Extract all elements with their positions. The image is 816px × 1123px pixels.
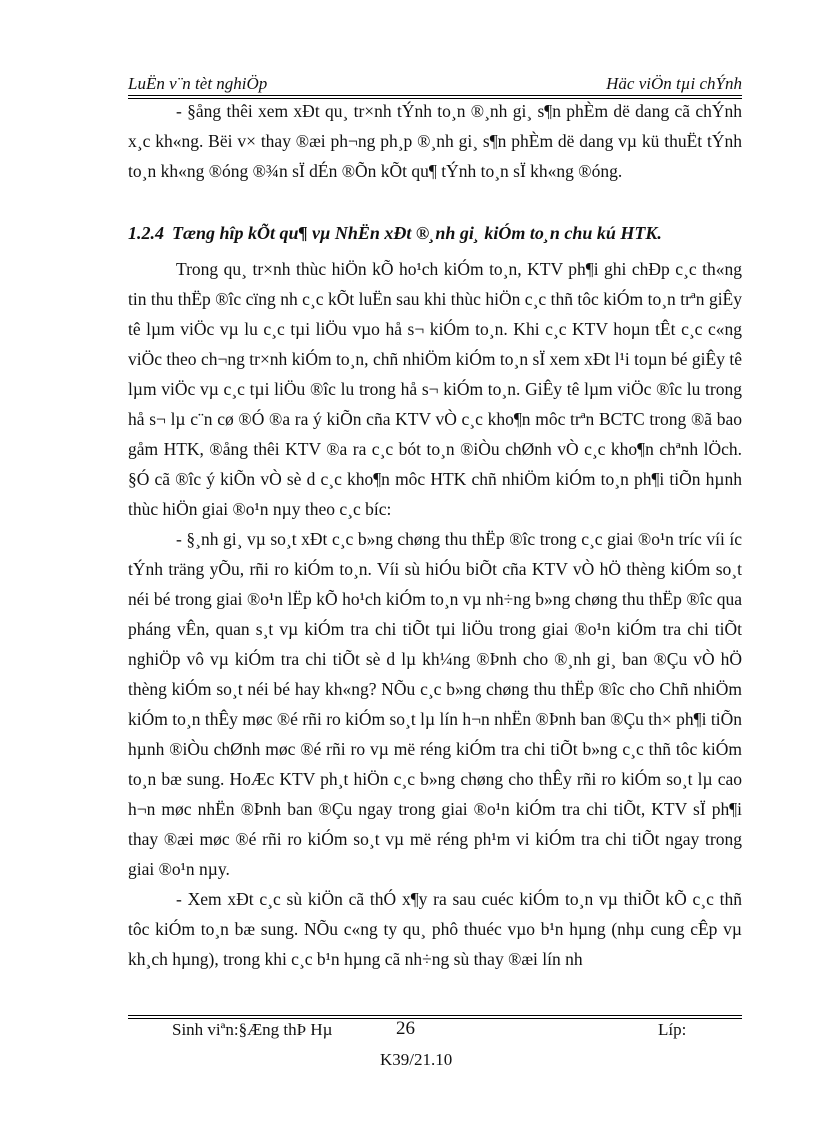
- footer-rule-bottom: [128, 1018, 742, 1019]
- paragraph-evidence-review: - §¸nh gi¸ vµ so¸t xÐt c¸c b»ng chøng thu thËp ®îc trong c¸c giai ®o¹n tríc víi íc tÝnh träng yÕu, rñi ro kiÓm to¸n. Víi sù hiÓu biÕt cña KTV vÒ hÖ thèng kiÓm so¸t néi bé trong giai ®o¹n lËp kÕ ho¹ch kiÓm to¸n vµ nh÷ng b»ng chøng thu thËp ®îc qua pháng vÊn, quan s¸t vµ kiÓm tra chi tiÕt tµi liÖu trong giai ®o¹n kiÓm tra chi tiÕt nghiÖp vô vµ kiÓm tra chi tiÕt sè d lµ kh¼ng ®Þnh cho ®¸nh gi¸ ban ®Çu vÒ hÖ thèng kiÓm so¸t néi bé hay kh«ng? NÕu c¸c b»ng chøng thu thËp ®îc cho Chñ nhiÖm kiÓm to¸n thÊy møc ®é rñi ro kiÓm so¸t lµ lín h¬n nhËn ®Þnh ban ®Çu th× ph¶i tiÕn hµnh ®iÒu chØnh møc ®é rñi ro vµ më réng kiÓm tra chi tiÕt b»ng c¸c thñ tôc kiÓm to¸n bæ sung. HoÆc KTV ph¸t hiÖn c¸c b»ng chøng cho thÊy rñi ro kiÓm so¸t lµ cao h¬n møc nhËn ®Þnh ban ®Çu ngay trong giai ®o¹n kiÓm tra chi tiÕt, KTV sÏ ph¶i thay ®æi møc ®é rñi ro kiÓm so¸t vµ më réng ph¹m vi kiÓm tra chi tiÕt ngay trong giai ®o¹n nµy.: [128, 529, 742, 879]
- header-institution: Häc viÖn tµi chÝnh: [606, 74, 742, 93]
- header-thesis-label: LuËn v¨n tèt nghiÖp: [128, 74, 268, 93]
- footer-class-code: K39/21.10: [380, 1050, 453, 1069]
- footer-class-label: Líp:: [658, 1020, 687, 1039]
- page-number: 26: [396, 1018, 415, 1039]
- paragraph-subsequent-events: - Xem xÐt c¸c sù kiÖn cã thÓ x¶y ra sau cuéc kiÓm to¸n vµ thiÕt kÕ c¸c thñ tôc kiÓm to¸n bæ sung. NÕu c«ng ty qu¸ phô thuéc vµo b¹n hµng (nhµ cung cÊp vµ kh¸ch hµng), trong khi c¸c b¹n hµng cã nh÷ng sù thay ®æi lín nh: [128, 889, 742, 969]
- footer-student-name: Sinh viªn:§Æng thÞ Hµ: [172, 1020, 333, 1039]
- page-footer: [0, 1020, 816, 1090]
- section-heading: [128, 218, 742, 248]
- page-body: [128, 96, 742, 974]
- section-title: Tæng hîp kÕt qu¶ vµ NhËn xÐt ®¸nh gi¸ kiÓm to¸n chu kú HTK.: [172, 223, 662, 243]
- paragraph-audit-summary: Trong qu¸ tr×nh thùc hiÖn kÕ ho¹ch kiÓm to¸n, KTV ph¶i ghi chÐp c¸c th«ng tin thu thËp ®îc cïng nh c¸c kÕt luËn sau khi thùc hiÖn c¸c thñ tôc kiÓm to¸n trªn giÊy tê lµm viÖc vµ lu c¸c tµi liÖu vµo hå s¬ kiÓm to¸n. Khi c¸c KTV hoµn tÊt c¸c c«ng viÖc theo ch¬ng tr×nh kiÓm to¸n, chñ nhiÖm kiÓm to¸n sÏ xem xÐt l¹i toµn bé giÊy tê lµm viÖc vµ c¸c tµi liÖu ®îc lu trong hå s¬ kiÓm to¸n. GiÊy tê lµm viÖc ®îc lu trong hå s¬ lµ c¨n cø ®Ó ®a ra ý kiÕn cña KTV vÒ c¸c kho¶n môc trªn BCTC trong ®ã bao gåm HTK, ®ång thêi KTV ®a ra c¸c bót to¸n ®iÒu chØnh vÒ c¸c kho¶n chªnh lÖch. §Ó cã ®îc ý kiÕn vÒ sè d c¸c kho¶n môc HTK chñ nhiÖm kiÓm to¸n ph¶i tiÕn hµnh thùc hiÖn giai ®o¹n nµy theo c¸c bíc:: [128, 259, 742, 519]
- paragraph-inventory-evaluation: - §ång thêi xem xÐt qu¸ tr×nh tÝnh to¸n ®¸nh gi¸ s¶n phÈm dë dang cã chÝnh x¸c kh«ng. Bëi v× thay ®æi ph¬ng ph¸p ®¸nh gi¸ s¶n phÈm dë dang vµ kü thuËt tÝnh to¸n kh«ng ®óng ®¾n sÏ dÉn ®Õn kÕt qu¶ tÝnh to¸n sÏ kh«ng ®óng.: [128, 101, 742, 181]
- section-number: 1.2.4: [128, 223, 164, 243]
- footer-rule-top: [128, 1015, 742, 1016]
